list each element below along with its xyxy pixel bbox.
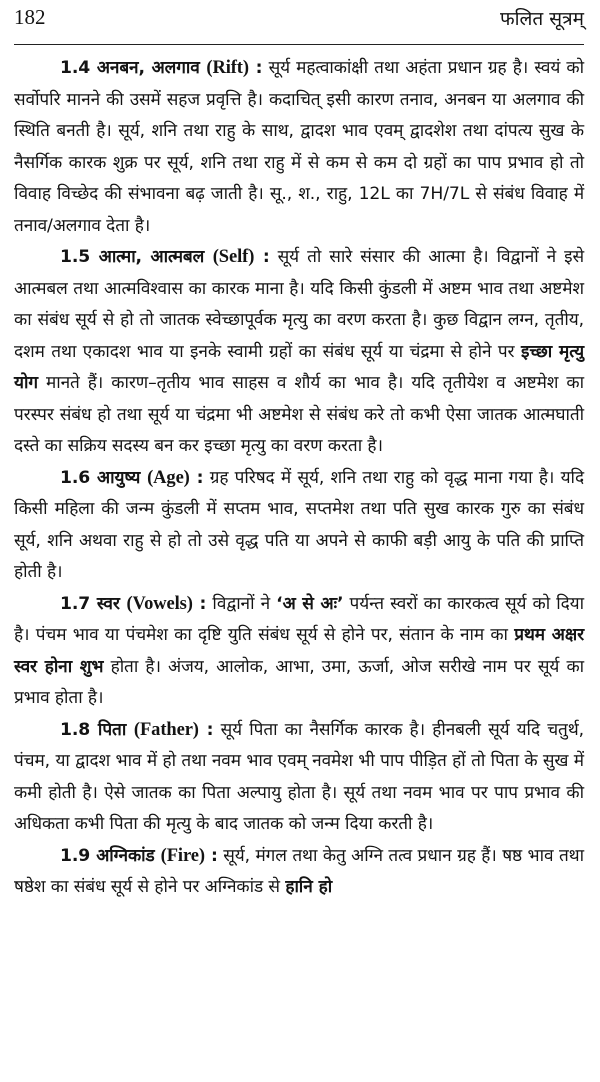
section-title-english: (Fire): [160, 845, 205, 866]
page-header: [14, 0, 584, 45]
section-heading: [60, 846, 218, 866]
section-number: 1.5: [60, 247, 91, 267]
section-separator: :: [204, 845, 218, 866]
section-body: सूर्य पिता का नैसर्गिक कारक है। हीनबली सूर्य यदि चतुर्थ, पंचम, या द्वादश भाव में हो तथा नवम भाव एवम् नवमेश भी पाप पीड़ित हों तो पिता के सुख में कमी होती है। ऐसे जातक का पिता अल्पायु होता है। सूर्य तथा नवम भाव पर पाप प्रभाव की अधिकता कभी पिता की मृत्यु के बाद जातक को जन्म दिया करती है।: [14, 719, 584, 834]
section-separator: :: [248, 58, 263, 78]
emphasis-text-2: प्रथम अक्षर स्वर होना शुभ: [14, 625, 584, 677]
section-body: विद्वानों ने: [206, 593, 277, 614]
section-number: 1.7: [60, 593, 91, 614]
section-title-hindi: अग्निकांड: [96, 845, 155, 866]
page-number: 182: [14, 5, 46, 29]
section-body-continued: मानते हैं। कारण–तृतीय भाव साहस व शौर्य का भाव है। यदि तृतीयेश व अष्टमेश का परस्पर संबंध हो तथा सूर्य या चंद्रमा भी अष्टमेश से संबंध करे तो कभी ऐसा जातक आत्मघाती दस्ते का सक्रिय सदस्य बन कर इच्छा मृत्यु का वरण करता है।: [14, 373, 584, 456]
section-rift: [14, 53, 584, 242]
section-self: [14, 242, 584, 463]
section-body: ग्रह परिषद में सूर्य, शनि तथा राहु को वृद्ध माना गया है। यदि किसी महिला की जन्म कुंडली में सप्तम भाव, सप्तमेश तथा पति सुख कारक गुरु का संबंध सूर्य, शनि अथवा राहु से हो तो उसे वृद्ध पति या अपने से काफी बड़ी आयु के पति की प्राप्ति होती है।: [14, 467, 584, 582]
section-number: 1.9: [60, 845, 91, 866]
section-heading: [60, 58, 262, 78]
section-body: सूर्य महत्वाकांक्षी तथा अहंता प्रधान ग्रह है। स्वयं को सर्वोपरि मानने की उसमें सहज प्रवृत्ति है। कदाचित् इसी कारण तनाव, अनबन या अलगाव की स्थिति बनती है। सूर्य, शनि तथा राहु के साथ, द्वादश भाव एवम् द्वादशेश तथा दांपत्य सुख के नैसर्गिक कारक शुक्र पर सूर्य, शनि तथा राहु में से कम से कम दो ग्रहों का पाप प्रभाव हो तो विवाह विच्छेद की संभावना बढ़ जाती है। सू., श., राहु, 12L का 7H/7L से संबंध विवाह में तनाव/अलगाव देता है।: [14, 58, 584, 236]
emphasis-text: इच्छा मृत्यु योग: [14, 341, 584, 393]
section-title-hindi: आयुष्य: [97, 467, 141, 488]
emphasis-text: ‘अ से अः’: [276, 593, 344, 614]
section-vowels: [14, 589, 584, 715]
section-age: [14, 463, 584, 589]
section-title-english: (Rift): [206, 58, 249, 78]
section-title-english: (Age): [147, 467, 190, 488]
section-title-english: (Father): [133, 719, 199, 740]
running-title: फलित सूत्रम्: [499, 8, 584, 30]
section-number: 1.4: [60, 58, 91, 78]
section-heading: [60, 468, 203, 488]
section-title-hindi: आत्मा, आत्मबल: [98, 247, 205, 267]
section-title-hindi: अनबन, अलगाव: [96, 58, 200, 78]
section-body-continued-2: होता है। अंजय, आलोक, आभा, उमा, ऊर्जा, ओज सरीखे नाम पर सूर्य का प्रभाव होता है।: [14, 656, 584, 708]
section-number: 1.6: [60, 467, 91, 488]
emphasis-text: हानि हो: [285, 877, 333, 897]
section-separator: :: [254, 247, 270, 267]
section-title-hindi: स्वर: [96, 593, 120, 614]
section-separator: :: [192, 593, 207, 614]
section-heading: [60, 720, 213, 740]
section-body: सूर्य तो सारे संसार की आत्मा है। विद्वानों ने इसे आत्मबल तथा आत्मविश्वास का कारक माना है। यदि किसी कुंडली में अष्टम भाव तथा अष्टमेश का संबंध सूर्य से हो तो जातक स्वेच्छापूर्वक मृत्यु का वरण करता है। कुछ विद्वान लग्न, तृतीय, दशम तथा एकादश भाव या इनके स्वामी ग्रहों का संबंध सूर्य या चंद्रमा से होने पर: [14, 247, 584, 362]
section-fire: [14, 841, 584, 904]
section-heading: [60, 594, 206, 614]
section-title-english: (Self): [212, 247, 255, 267]
section-title-english: (Vowels): [126, 593, 193, 614]
section-body-continued: पर्यन्त स्वरों का कारकत्व सूर्य को दिया है। पंचम भाव या पंचमेश का दृष्टि युति संबंध सूर्य से होने पर, संतान के नाम का: [14, 593, 585, 645]
section-number: 1.8: [60, 719, 91, 740]
section-title-hindi: पिता: [97, 719, 127, 740]
section-separator: :: [189, 467, 204, 488]
section-body: सूर्य, मंगल तथा केतु अग्नि तत्व प्रधान ग्रह हैं। षष्ठ भाव तथा षष्ठेश का संबंध सूर्य से होने पर अग्निकांड से: [14, 845, 584, 897]
section-father: [14, 715, 584, 841]
section-heading: [60, 247, 270, 267]
section-separator: :: [198, 719, 214, 740]
